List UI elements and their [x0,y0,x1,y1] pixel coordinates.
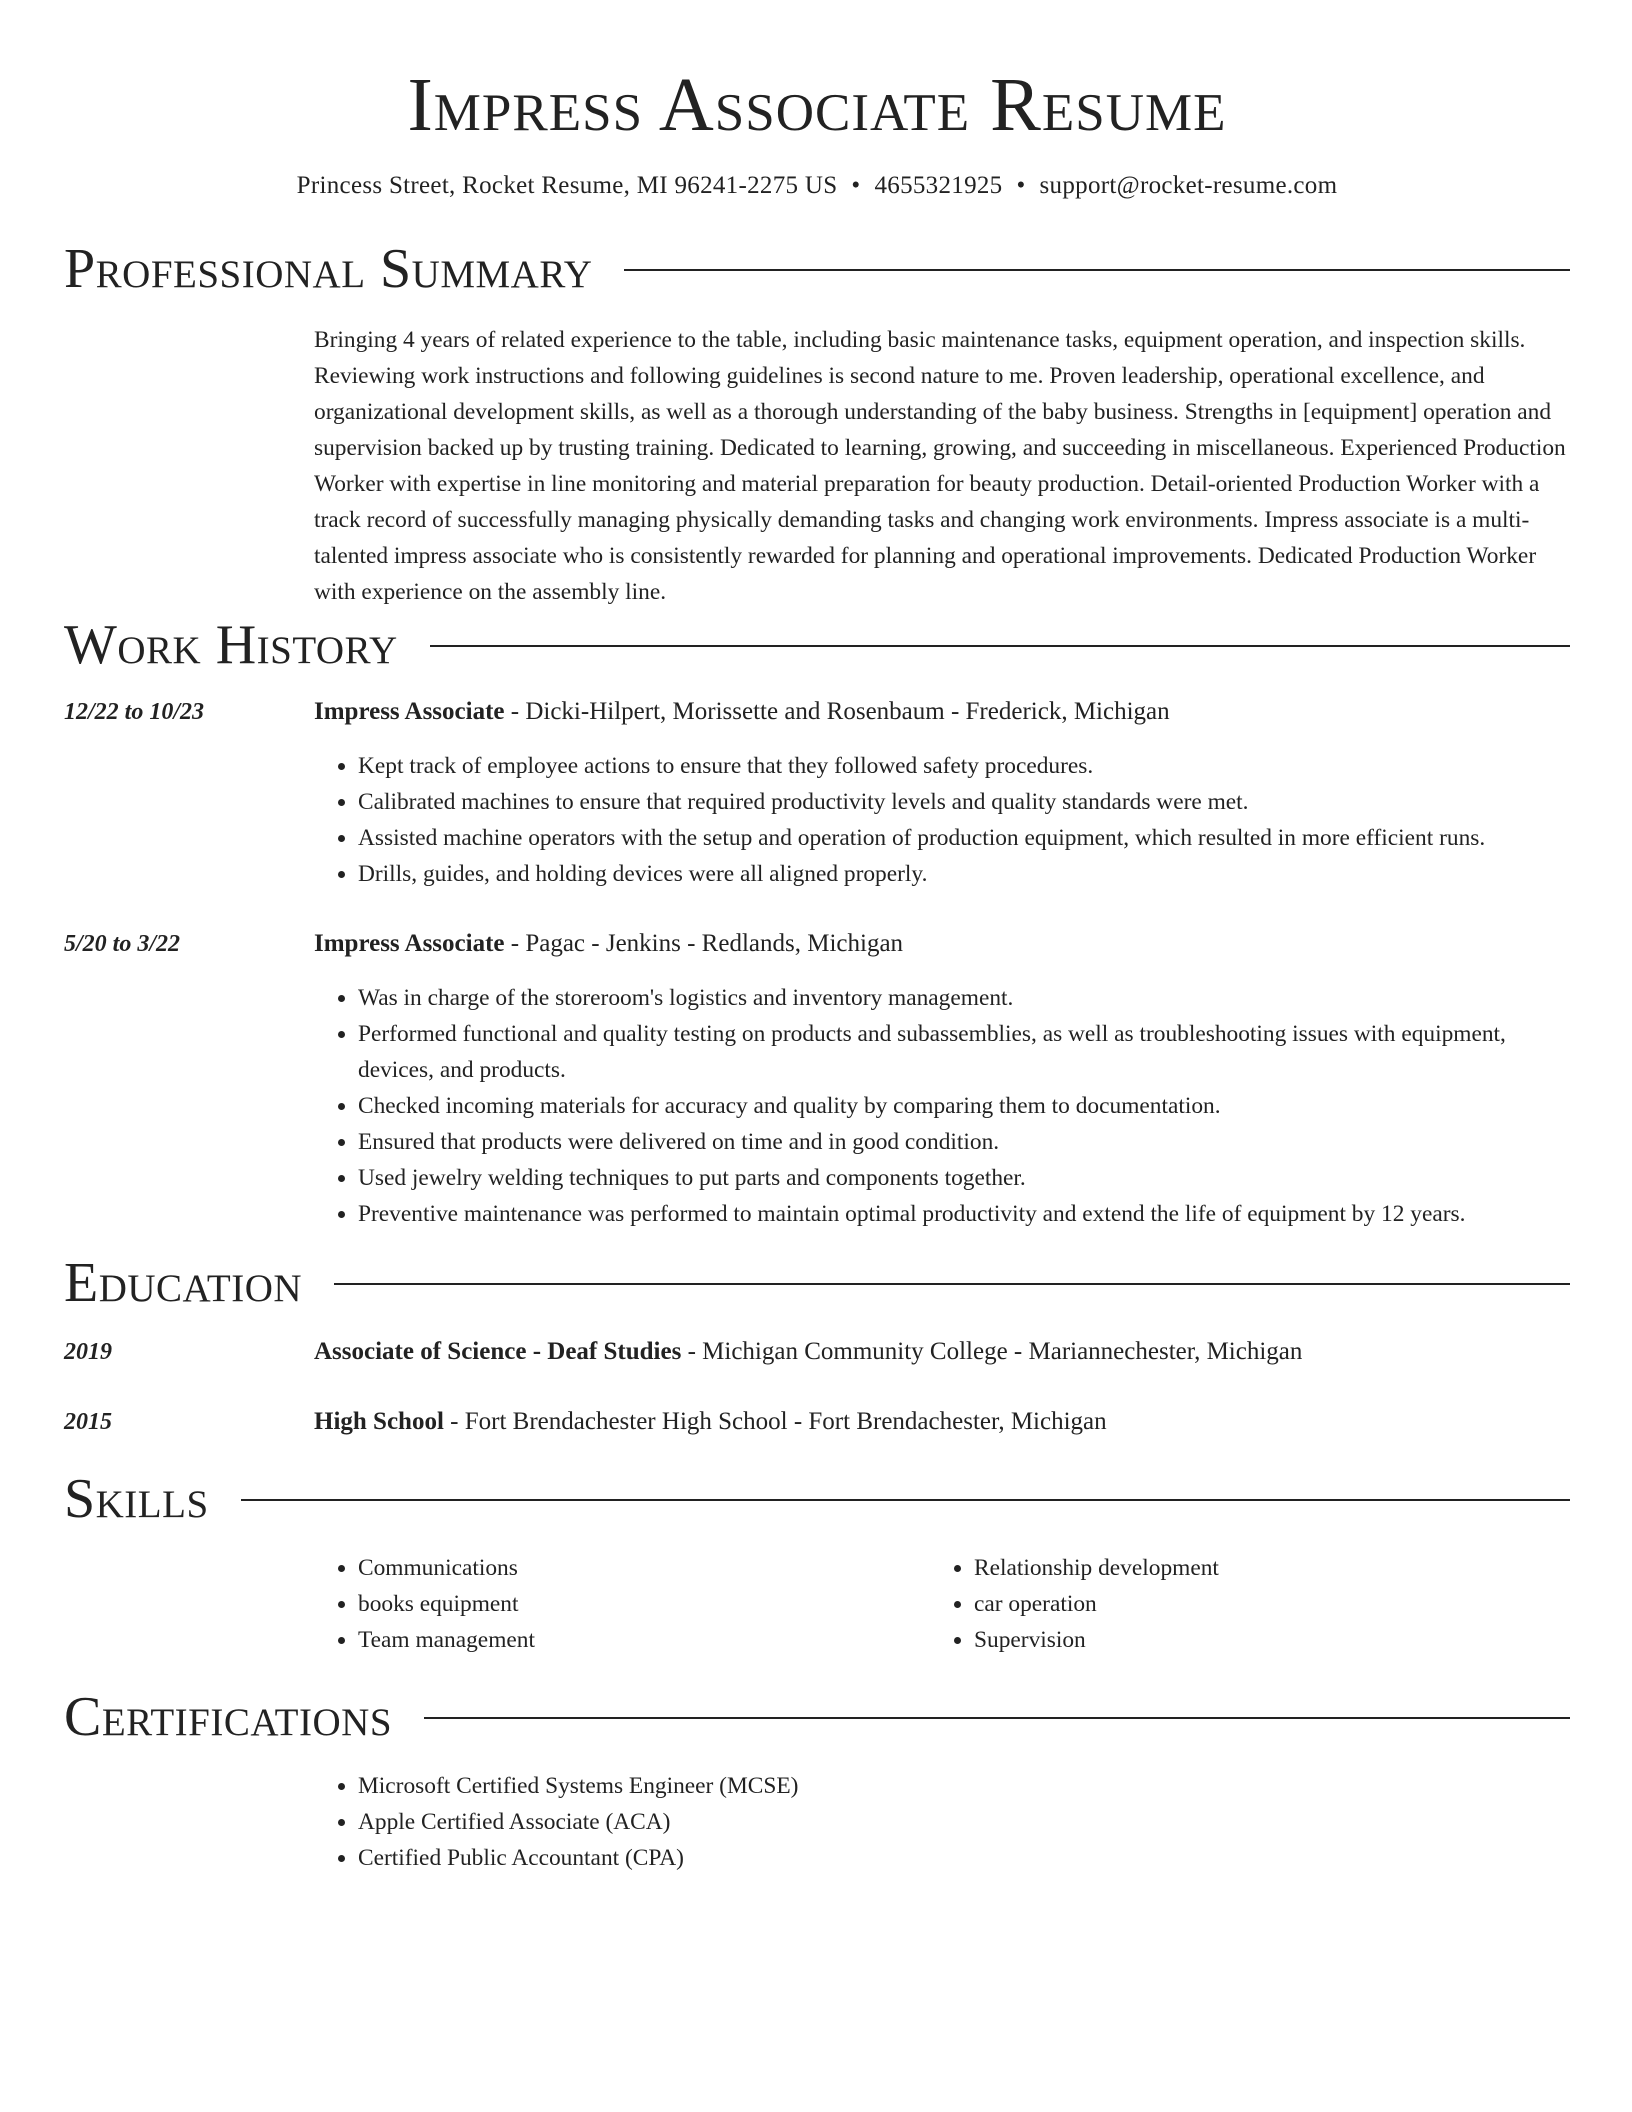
education-heading [314,1334,1570,1370]
list-item: • Drills, guides, and holding devices were all aligned properly. [358,856,1570,892]
job-date: 12/22 to 10/23 [64,699,205,725]
certifications-list-wrap [314,1768,1570,1876]
job-heading [314,926,1570,962]
certification-item: • Apple Certified Associate (ACA) [358,1804,1570,1840]
list-item: • Performed functional and quality testing on products and subassemblies, as well as troubleshooting issues with equipment, devices, and products. [358,1016,1570,1088]
phone: 4655321925 [874,172,1003,199]
skills-grid [314,1550,1570,1658]
job-role: Impress Associate [314,930,505,957]
skill-item: • Relationship development [974,1550,1546,1586]
education-date: 2019 [64,1339,112,1365]
certifications-section [64,1686,1570,1876]
list-item: • Ensured that products were delivered on time and in good condition. [358,1124,1570,1160]
section-title: Work History [64,614,398,676]
education-details: - Michigan Community College - Mariannechester, Michigan [681,1338,1303,1365]
list-item: • Used jewelry welding techniques to put parts and components together. [358,1160,1570,1196]
list-item: • Was in charge of the storeroom's logistics and inventory management. [358,980,1570,1016]
job-bullets [314,748,1570,892]
separator: • [1016,172,1026,199]
certification-item: • Microsoft Certified Systems Engineer (MCSE) [358,1768,1570,1804]
education-degree: High School [314,1408,444,1435]
section-header [64,614,1570,676]
education-date: 2015 [64,1409,112,1435]
job-body [314,694,1570,892]
summary-text: Bringing 4 years of related experience to the table, including basic maintenance tasks, equipment operation, and inspection skills. Reviewing work instructions and following guidelines is second nature to me. Proven leadership, operational excellence, and organizational development skills, as well as a thorough understanding of the baby business. Strengths in [equipment] operation and supervision backed up by trusting training. Dedicated to learning, growing, and succeeding in miscellaneous. Experienced Production Worker with expertise in line monitoring and material preparation for beauty production. Detail-oriented Production Worker with a track record of successfully managing physically demanding tasks and changing work environments. Impress associate is a multi-talented impress associate who is consistently rewarded for planning and operational improvements. Dedicated Production Worker with experience on the assembly line. [314,327,1566,605]
certifications-list [314,1768,1570,1876]
section-header [64,1686,1570,1748]
education-heading [314,1404,1570,1440]
list-item: • Calibrated machines to ensure that required productivity levels and quality standards were met. [358,784,1570,820]
skill-item: • Team management [358,1622,930,1658]
education-degree: Associate of Science - Deaf Studies [314,1338,682,1365]
job-role: Impress Associate [314,698,505,725]
section-header [64,1252,1570,1314]
skills-list-left [314,1550,930,1658]
education-entry [64,1334,1570,1370]
section-header [64,238,1570,300]
job-entry [64,694,1570,892]
separator: • [851,172,861,199]
skill-item: • Communications [358,1550,930,1586]
education-section [64,1252,1570,1440]
certification-item: • Certified Public Accountant (CPA) [358,1840,1570,1876]
section-divider [624,269,1570,271]
section-title: Professional Summary [64,238,593,300]
section-title: Education [64,1252,303,1314]
address: Princess Street, Rocket Resume, MI 96241-2275 US [296,172,838,199]
section-divider [424,1717,1570,1719]
section-title: Skills [64,1468,209,1530]
job-details: - Pagac - Jenkins - Redlands, Michigan [504,930,904,957]
section-divider [430,645,1570,647]
section-title: Certifications [64,1686,393,1748]
job-date: 5/20 to 3/22 [64,931,181,957]
list-item: • Assisted machine operators with the setup and operation of production equipment, which resulted in more efficient runs. [358,820,1570,856]
section-divider [241,1499,1570,1501]
skills-section [64,1468,1570,1658]
job-entry [64,926,1570,1232]
education-body [314,1404,1570,1440]
resume-title: Impress Associate Resume [407,63,1227,147]
work-history-section [64,614,1570,1232]
job-bullets [314,980,1570,1232]
job-details: - Dicki-Hilpert, Morissette and Rosenbaum - Frederick, Michigan [504,698,1170,725]
list-item: • Checked incoming materials for accuracy and quality by comparing them to documentation. [358,1088,1570,1124]
email: support@rocket-resume.com [1039,172,1338,199]
skill-item: • car operation [974,1586,1546,1622]
list-item: • Preventive maintenance was performed to maintain optimal productivity and extend the life of equipment by 12 years. [358,1196,1570,1232]
skill-item: • Supervision [974,1622,1546,1658]
section-header [64,1468,1570,1530]
job-heading [314,694,1570,730]
skills-list-right [930,1550,1546,1658]
summary-section [64,238,1570,610]
list-item: • Kept track of employee actions to ensure that they followed safety procedures. [358,748,1570,784]
skill-item: • books equipment [358,1586,930,1622]
job-body [314,926,1570,1232]
education-body [314,1334,1570,1370]
education-details: - Fort Brendachester High School - Fort Brendachester, Michigan [443,1408,1107,1435]
contact-line [64,168,1570,204]
section-divider [334,1283,1570,1285]
education-entry [64,1404,1570,1440]
